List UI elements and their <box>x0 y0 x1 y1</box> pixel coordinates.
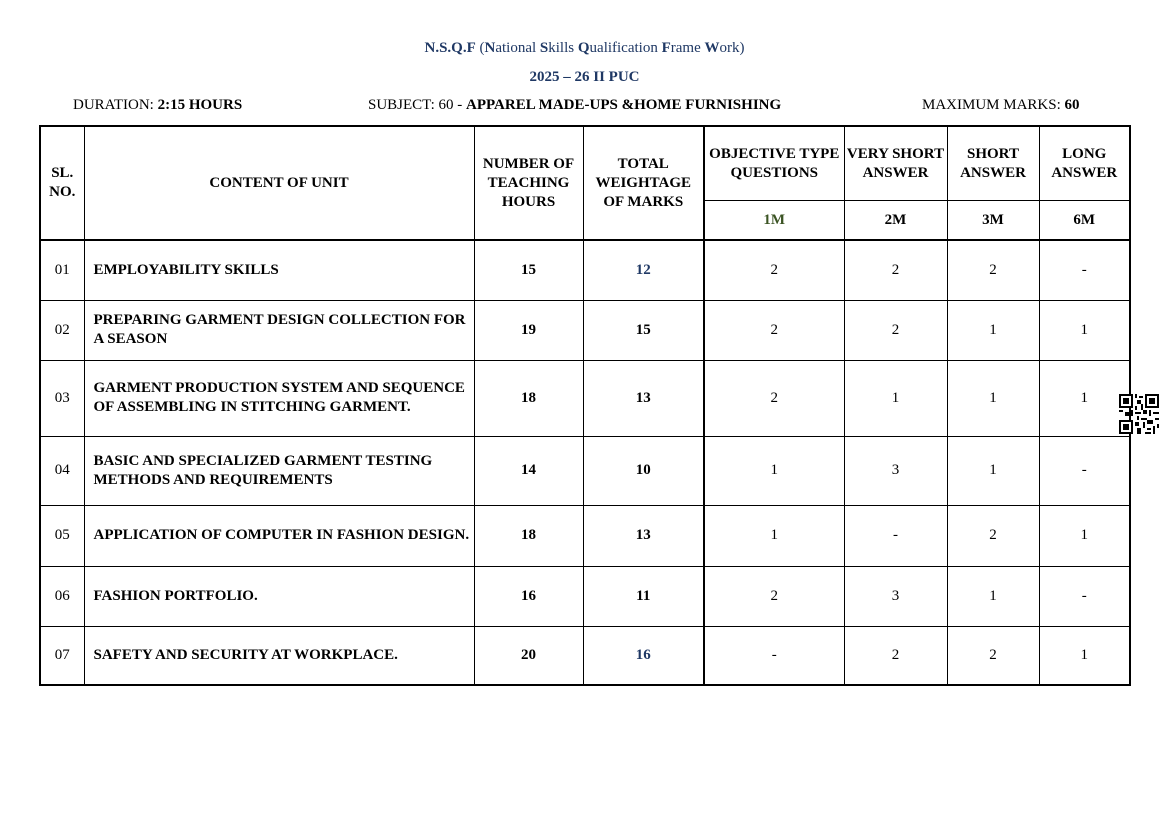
sl-no-cell: 01 <box>40 240 84 300</box>
subject: SUBJECT: 60 - APPAREL MADE-UPS &HOME FURNISHING <box>368 97 782 113</box>
hours-cell: 20 <box>474 626 583 685</box>
hours-cell: 18 <box>474 360 583 436</box>
table-row <box>40 436 1130 505</box>
header-hours: NUMBER OF TEACHING HOURS <box>474 126 583 240</box>
short-cell: 1 <box>947 360 1039 436</box>
objective-cell: - <box>704 626 844 685</box>
header-very-short: VERY SHORT ANSWER <box>844 126 947 201</box>
unit-cell: BASIC AND SPECIALIZED GARMENT TESTING METHODS AND REQUIREMENTS <box>84 436 474 505</box>
very-short-cell: 2 <box>844 240 947 300</box>
sl-no-cell: 04 <box>40 436 84 505</box>
long-cell: 1 <box>1039 360 1130 436</box>
unit-cell: GARMENT PRODUCTION SYSTEM AND SEQUENCE OF ASSEMBLING IN STITCHING GARMENT. <box>84 360 474 436</box>
table-row <box>40 300 1130 360</box>
table-row <box>40 360 1130 436</box>
long-cell: - <box>1039 240 1130 300</box>
sl-no-cell: 06 <box>40 566 84 626</box>
objective-cell: 1 <box>704 436 844 505</box>
unit-cell: PREPARING GARMENT DESIGN COLLECTION FOR A SEASON <box>84 300 474 360</box>
weightage-cell: 16 <box>583 626 704 685</box>
weightage-cell: 15 <box>583 300 704 360</box>
short-cell: 2 <box>947 505 1039 566</box>
short-cell: 2 <box>947 626 1039 685</box>
header-short: SHORT ANSWER <box>947 126 1039 201</box>
objective-cell: 2 <box>704 240 844 300</box>
weightage-cell: 10 <box>583 436 704 505</box>
marks-objective: 1M <box>704 201 844 241</box>
short-cell: 2 <box>947 240 1039 300</box>
hours-cell: 16 <box>474 566 583 626</box>
nsqf-expansion: (National Skills Qualification Frame Work) <box>479 40 745 56</box>
unit-cell: EMPLOYABILITY SKILLS <box>84 240 474 300</box>
header-long: LONG ANSWER <box>1039 126 1130 201</box>
qr-code-icon <box>1119 394 1159 434</box>
unit-cell: APPLICATION OF COMPUTER IN FASHION DESIGN. <box>84 505 474 566</box>
marks-short: 3M <box>947 201 1039 241</box>
sl-no-cell: 05 <box>40 505 84 566</box>
hours-cell: 14 <box>474 436 583 505</box>
weightage-cell: 11 <box>583 566 704 626</box>
very-short-cell: 3 <box>844 566 947 626</box>
long-cell: 1 <box>1039 300 1130 360</box>
unit-cell: SAFETY AND SECURITY AT WORKPLACE. <box>84 626 474 685</box>
hours-cell: 15 <box>474 240 583 300</box>
objective-cell: 2 <box>704 566 844 626</box>
marks-very-short: 2M <box>844 201 947 241</box>
table-row <box>40 240 1130 300</box>
sl-no-cell: 07 <box>40 626 84 685</box>
sl-no-cell: 02 <box>40 300 84 360</box>
very-short-cell: 1 <box>844 360 947 436</box>
long-cell: - <box>1039 436 1130 505</box>
header-weightage: TOTAL WEIGHTAGE OF MARKS <box>583 126 704 240</box>
very-short-cell: 2 <box>844 300 947 360</box>
table-row <box>40 505 1130 566</box>
maximum-marks: MAXIMUM MARKS: 60 <box>922 97 1080 113</box>
header-content: CONTENT OF UNIT <box>84 126 474 240</box>
very-short-cell: 2 <box>844 626 947 685</box>
hours-cell: 19 <box>474 300 583 360</box>
nsqf-title: N.S.Q.F (National Skills Qualification Frame Work) <box>424 40 745 56</box>
short-cell: 1 <box>947 436 1039 505</box>
year-title: 2025 – 26 II PUC <box>529 69 640 85</box>
table-row <box>40 626 1130 685</box>
objective-cell: 2 <box>704 360 844 436</box>
marks-long: 6M <box>1039 201 1130 241</box>
weightage-cell: 13 <box>583 505 704 566</box>
weightage-cell: 12 <box>583 240 704 300</box>
weightage-cell: 13 <box>583 360 704 436</box>
header-sl-no: SL. NO. <box>40 126 84 240</box>
long-cell: 1 <box>1039 626 1130 685</box>
long-cell: 1 <box>1039 505 1130 566</box>
table-row <box>40 566 1130 626</box>
hours-cell: 18 <box>474 505 583 566</box>
short-cell: 1 <box>947 300 1039 360</box>
duration: DURATION: 2:15 HOURS <box>73 97 243 113</box>
long-cell: - <box>1039 566 1130 626</box>
very-short-cell: 3 <box>844 436 947 505</box>
blueprint-table <box>39 125 1131 686</box>
unit-cell: FASHION PORTFOLIO. <box>84 566 474 626</box>
short-cell: 1 <box>947 566 1039 626</box>
sl-no-cell: 03 <box>40 360 84 436</box>
very-short-cell: - <box>844 505 947 566</box>
objective-cell: 2 <box>704 300 844 360</box>
header-objective: OBJECTIVE TYPE QUESTIONS <box>704 126 844 201</box>
objective-cell: 1 <box>704 505 844 566</box>
